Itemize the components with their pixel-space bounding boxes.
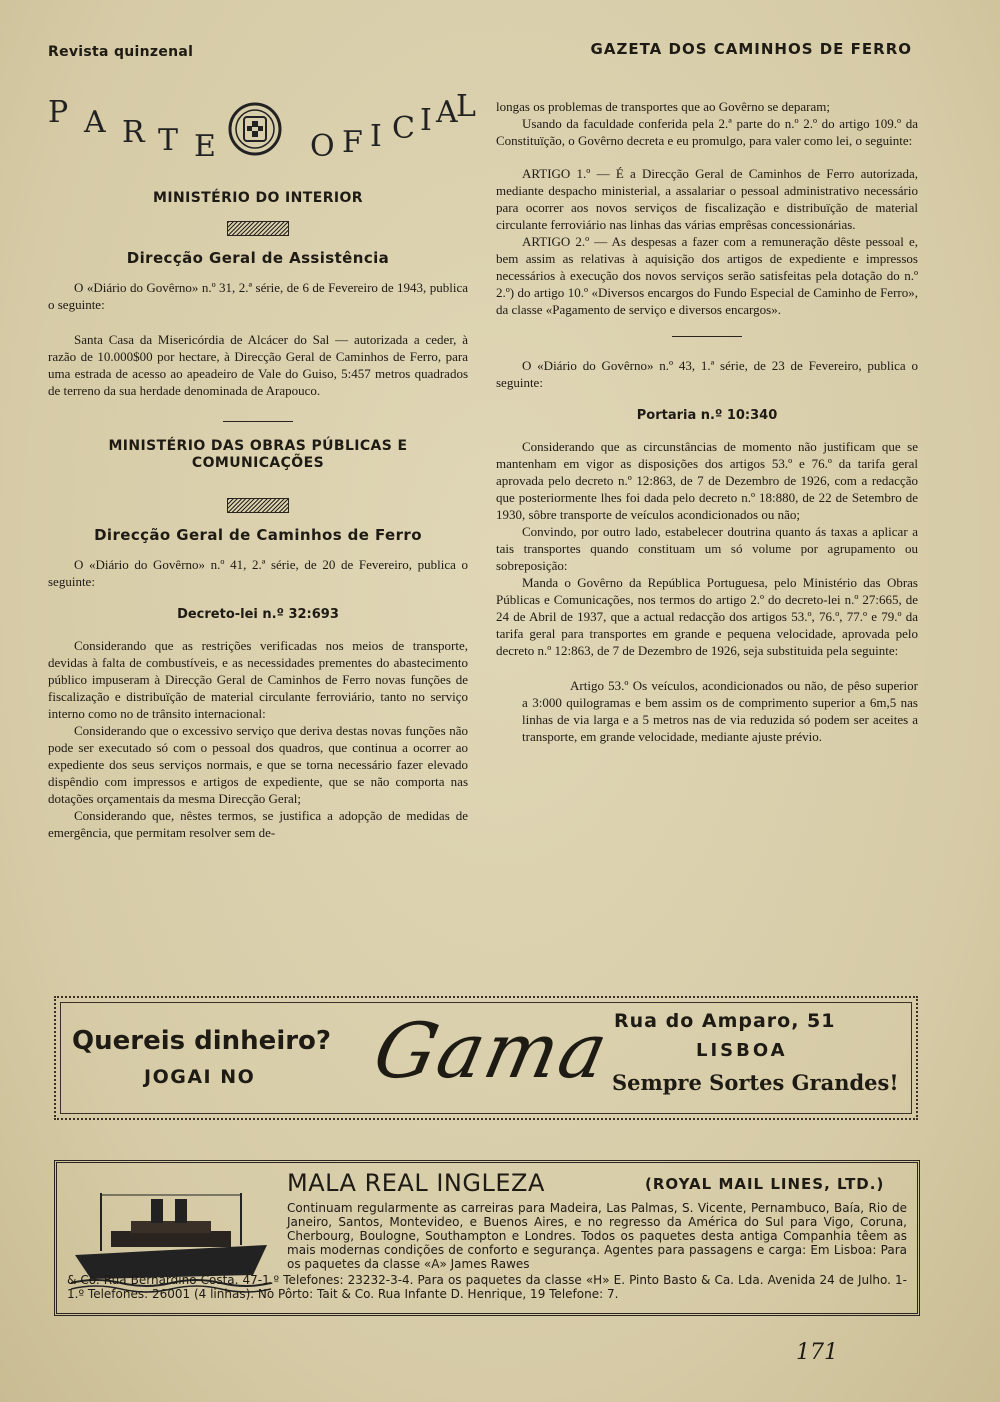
header-right: GAZETA DOS CAMINHOS DE FERRO [590, 40, 912, 58]
ad-headline: Quereis dinheiro? [72, 1026, 331, 1056]
ad-body-continued: & Co. Rua Bernardino Costa. 47-1.º Telefones: 23232-3-4. Para os paquetes da classe «H» E. Pinto Basto & Ca. Lda. Avenida 24 de Julho. 1-1.º Telefones: 26001 (4 linhas). No Pôrto: Tait & Co. Rua Infante D. Henrique, 19 Telefone: 7. [67, 1273, 907, 1301]
paragraph: O «Diário do Govêrno» n.º 41, 2.ª série, de 20 de Fevereiro, publica o seguinte: [48, 557, 468, 589]
dept-caminhos-heading: Direcção Geral de Caminhos de Ferro [94, 526, 422, 544]
right-column [496, 98, 918, 745]
dept-assistencia-heading: Direcção Geral de Assistência [126, 249, 390, 267]
paragraph: Considerando que, nêstes termos, se justifica a adopção de medidas de emergência, que permitam resolver sem de- [48, 808, 468, 840]
ad-title: MALA REAL INGLEZA [287, 1169, 545, 1197]
ministry-interior-heading: MINISTÉRIO DO INTERIOR [153, 190, 363, 206]
gama-logo: Gama [366, 1006, 617, 1095]
banner-letter: E [194, 129, 216, 164]
decreto-heading: Decreto-lei n.º 32:693 [177, 607, 339, 622]
ad-body: Continuam regularmente as carreiras para Madeira, Las Palmas, S. Vicente, Pernambuco, Baía, Rio de Janeiro, Santos, Montevideo, e Buenos Aires, e no regresso da América do Sul para Vigo, Coruna, Cherbourg, Boulogne, Southampton e Londres. Todos os paquetes desta antiga Companhia têem as mais modernas condições de conforto e segurança. Agentes para passagens e carga: Em Lisboa: Para os paquetes da classe «A» James Rawes [287, 1201, 907, 1271]
banner-letter: I [370, 119, 382, 154]
portaria-heading: Portaria n.º 10:340 [636, 408, 778, 423]
paragraph: Santa Casa da Misericórdia de Alcácer do Sal — autorizada a ceder, à razão de 10.000$00 por hectare, à Direcção Geral de Caminhos de Ferro, para uma estrada de acesso ao apeadeiro de Vale do Guiso, 5:457 metros quadrados de terreno da sua herdade denominada de Arapouco. [48, 332, 468, 398]
divider [672, 336, 742, 337]
paragraph: O «Diário do Govêrno» n.º 31, 2.ª série, de 6 de Fevereiro de 1943, publica o seguinte: [48, 280, 468, 312]
paragraph: Considerando que as restrições verificadas nos meios de transporte, devidas à falta de combustíveis, e as necessidades prementes do abastecimento público impuseram à Direcção Geral de Caminhos de Ferro novas funções de fiscalização e distribuïção de material circulante ferroviário, tanto no serviço interno como no de trânsito internacional: [48, 638, 468, 721]
page-number: 171 [796, 1340, 838, 1365]
banner-letter: R [122, 115, 145, 150]
left-column [48, 89, 476, 841]
ministry-obras-heading: MINISTÉRIO DAS OBRAS PÚBLICAS E COMUNICAÇÕES [108, 438, 408, 471]
header-left: Revista quinzenal [48, 44, 194, 60]
hatch-ornament [227, 498, 289, 513]
banner-letter: C [392, 111, 415, 146]
portuguese-arms-seal-icon [228, 102, 282, 156]
paragraph: Usando da faculdade conferida pela 2.ª parte do n.º 2.º do artigo 109.º da Constituïção, o Govêrno decreta e eu promulgo, para valer como lei, o seguinte: [496, 116, 918, 148]
gama-advertisement [54, 996, 918, 1120]
paragraph: longas os problemas de transportes que ao Govêrno se deparam; [496, 99, 830, 114]
banner-letter: P [48, 95, 69, 130]
banner-letter: F [342, 125, 363, 160]
parte-oficial-banner [48, 89, 476, 180]
ad-slogan: Sempre Sortes Grandes! [612, 1070, 899, 1095]
ad-subheadline: JOGAI NO [144, 1066, 256, 1088]
paragraph: O «Diário do Govêrno» n.º 43, 1.ª série, de 23 de Fevereiro, publica o seguinte: [496, 358, 918, 390]
banner-letter: A [436, 95, 458, 130]
paragraph: Artigo 53.º Os veículos, acondicionados ou não, de pêso superior a 3:000 quilogramas e bem assim os de comprimento superior a 6m,5 nas linhas de via larga e a 5 metros nas de via reduzida só podem ser aceites a transporte, em grande velocidade, mediante ajuste prévio. [522, 678, 918, 744]
paragraph: Considerando que o excessivo serviço que deriva destas novas funções não pode ser executado só com o pessoal dos quadros, que continua a ocorrer ao expediente dos seus serviços normais, e que se torna necessário fazer elevado dispêndio com impressos e artigos de expediente, que se não comporta nas dotações orçamentais da mesma Direcção Geral; [48, 723, 468, 806]
paragraph: ARTIGO 2.º — As despesas a fazer com a remuneração dêste pessoal e, bem assim as relativas à aquisição dos artigos de expediente e impressos necessários à execução dos novos serviços serão satisfeitas pela dotação do n.º 2.º) do artigo 10.º «Diversos encargos do Fundo Especial de Caminho de Ferro», da classe «Pagamento de serviço e diversos encargos». [496, 234, 918, 317]
banner-letter: O [310, 129, 335, 164]
banner-letter: I [420, 103, 432, 138]
ad-subtitle: (ROYAL MAIL LINES, LTD.) [645, 1175, 885, 1193]
banner-letter: L [456, 89, 476, 124]
mala-real-advertisement [54, 1160, 920, 1316]
ad-address-street: Rua do Amparo, 51 [614, 1010, 836, 1032]
banner-letter: A [84, 105, 106, 140]
paragraph: Manda o Govêrno da República Portuguesa, pelo Ministério das Obras Públicas e Comunicações, nos termos do artigo 2.º do decreto-lei n.º 27:665, de 24 de Abril de 1937, que a actual redacção dos artigos 53.º, 76.º, 77.º e 79.º da tarifa geral para transportes em grande e pequena velocidade, aprovada pelo decreto n.º 12:863, de 7 de Dezembro de 1926, seja substituida pela seguinte: [496, 575, 918, 658]
paragraph: Convindo, por outro lado, estabelecer doutrina quanto ás taxas a aplicar a tais transportes quando constituam um só volume por agrupamento ou sobreposição: [496, 524, 918, 573]
hatch-ornament [227, 221, 289, 236]
banner-letter: T [158, 123, 179, 158]
ad-address-city: LISBOA [696, 1040, 788, 1061]
paragraph: ARTIGO 1.º — É a Direcção Geral de Caminhos de Ferro autorizada, mediante despacho ministerial, a assalariar o pessoal administrativo necessário para ocorrer aos novos serviços de fiscalização e distribuïção de material circulante ferroviário nas linhas das várias emprêsas concessionárias. [496, 166, 918, 232]
paragraph: Considerando que as circunstâncias de momento não justificam que se mantenham em vigor as disposições dos artigos 53.º e 76.º da tarifa geral aprovada pelo decreto n.º 12:863, de 7 de Dezembro de 1926, com a redacção que posteriormente lhes foi dada pelo decreto n.º 18:880, de 22 de Setembro de 1930, sôbre transporte de veículos acondicionados ou não; [496, 439, 918, 522]
divider [223, 421, 293, 422]
